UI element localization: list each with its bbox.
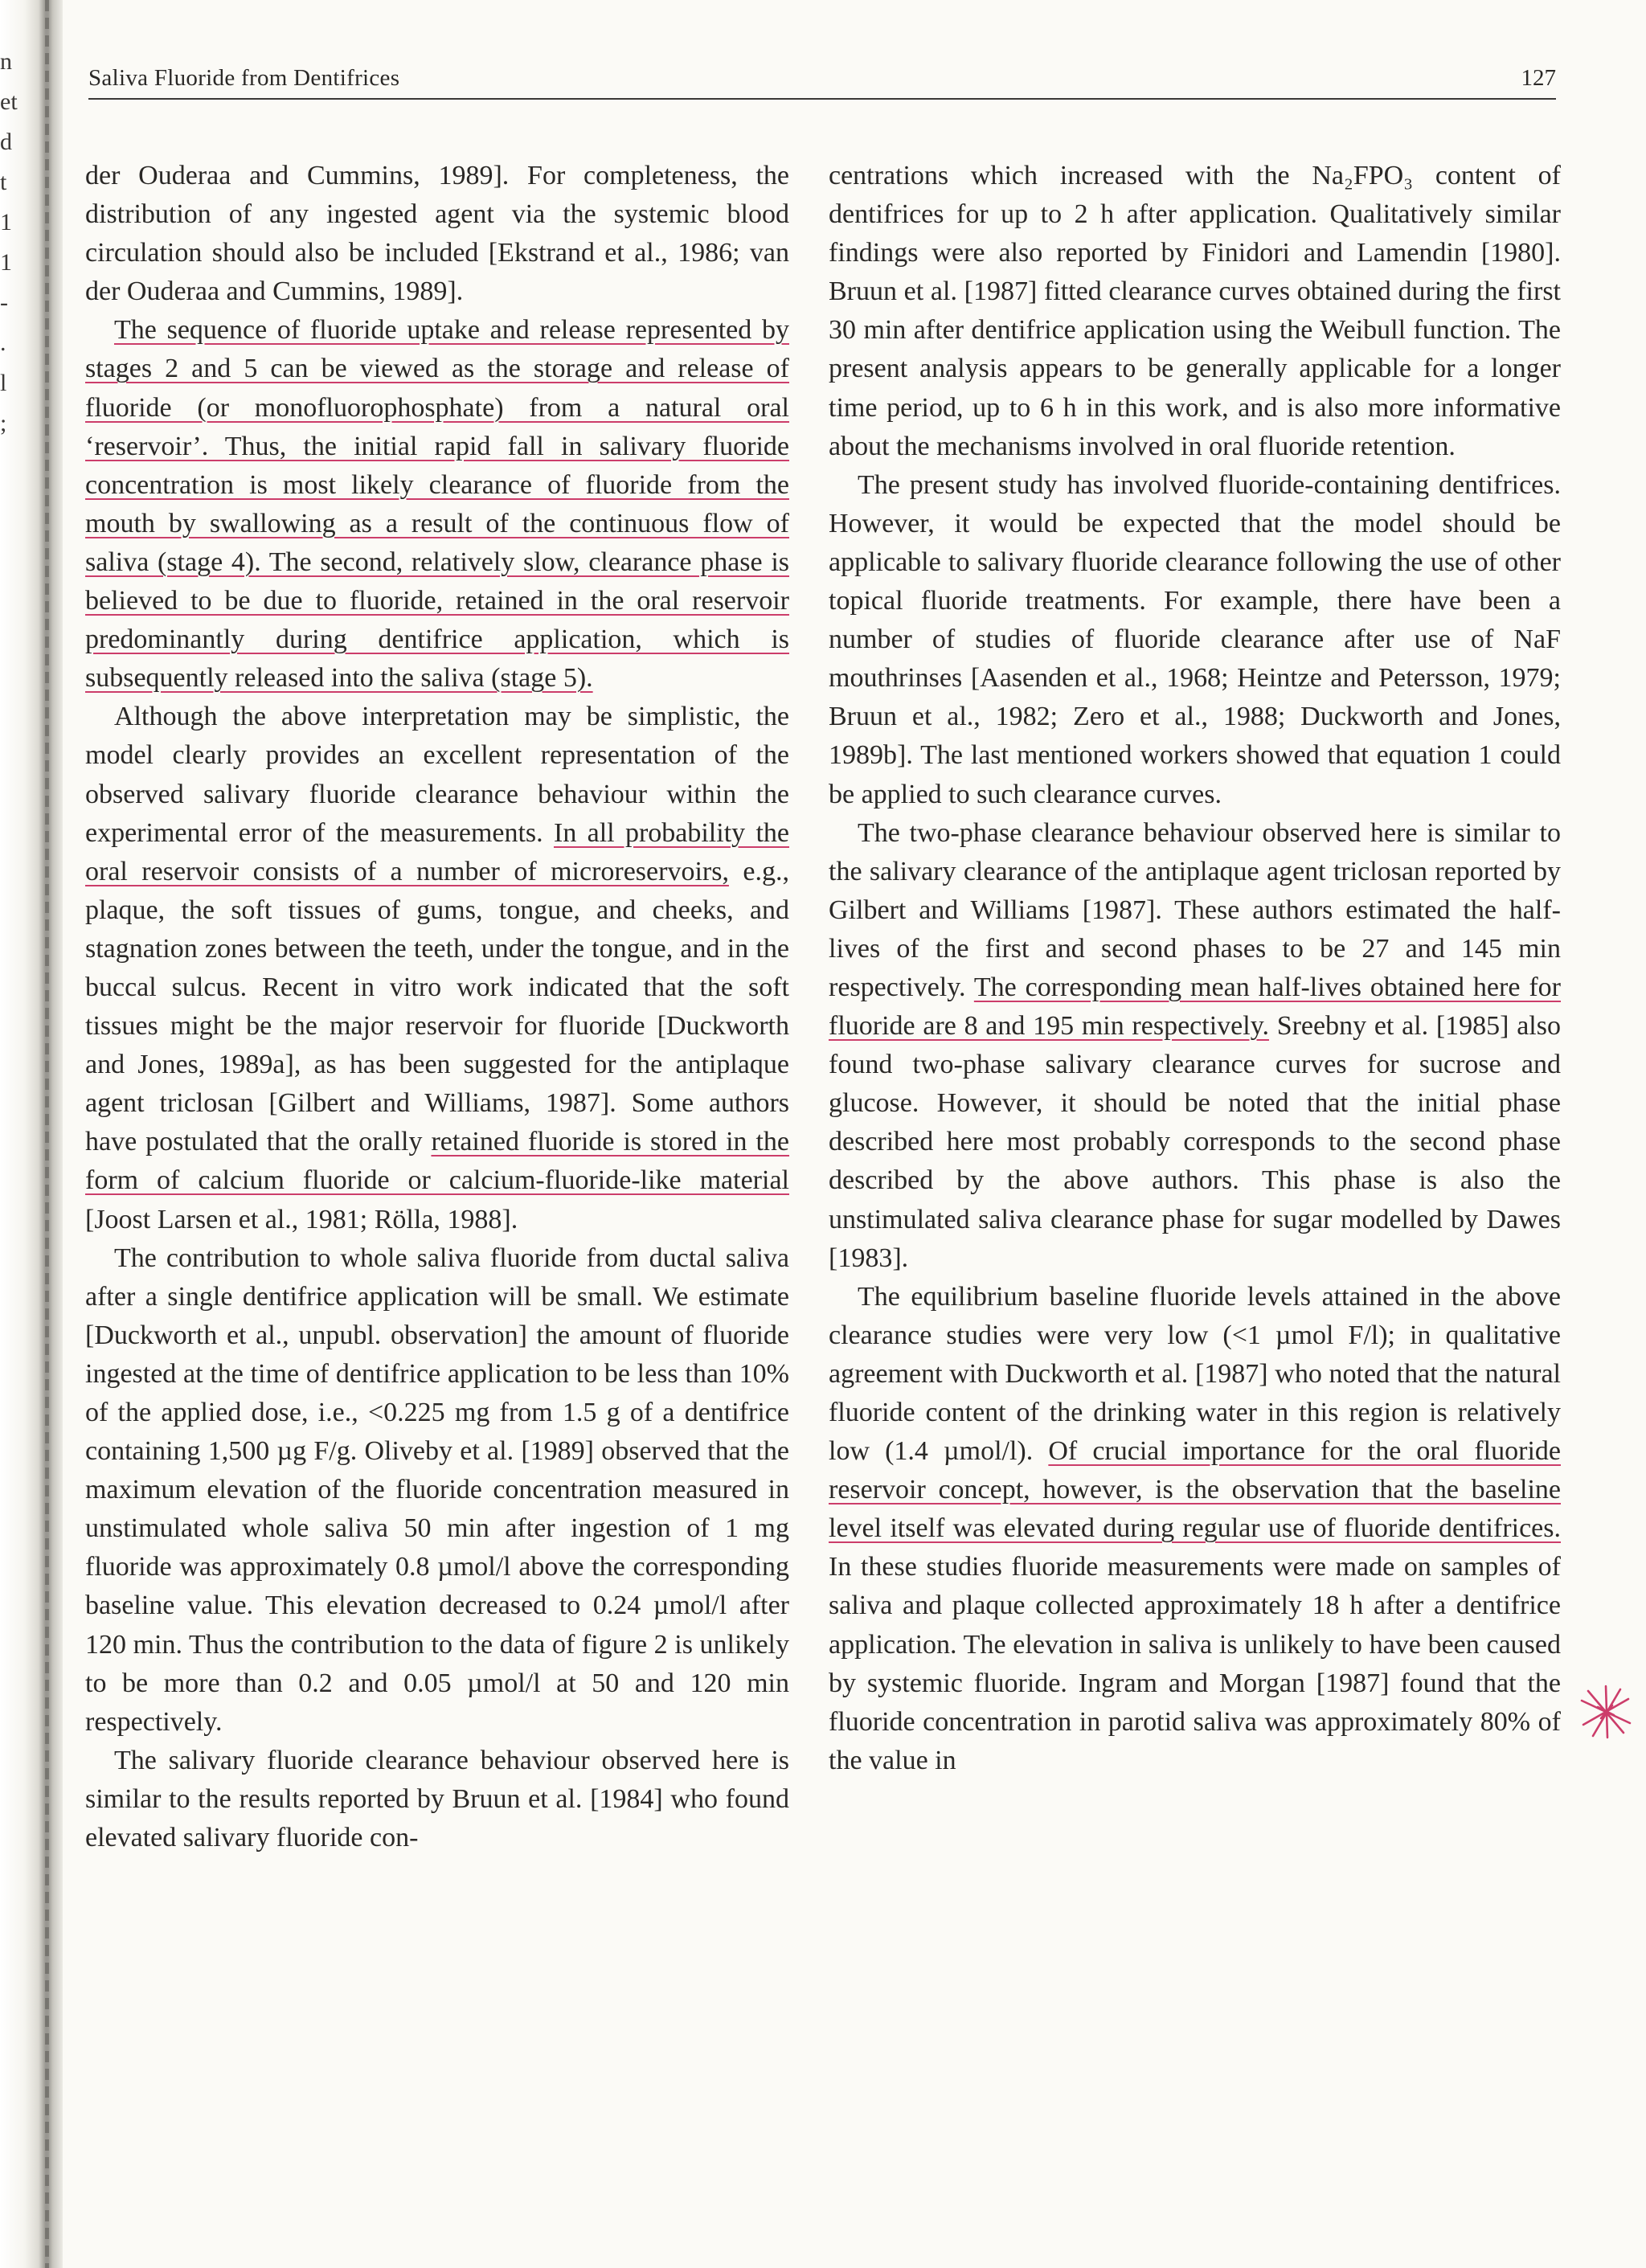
text-segment: [Joost Larsen et al., 1981; Rölla, 1988]. bbox=[85, 1204, 518, 1234]
page-number: 127 bbox=[1521, 65, 1556, 91]
left-column bbox=[85, 157, 789, 1857]
text-segment: In these studies fluoride measurements were made on samples of saliva and plaque collected approximately 18 h after a dentifrice application. The elevation in saliva is unlikely to have been caused by systemic fluoride. Ingram and Morgan [1987] found that the fluoride concentration in parotid saliva was approximately 80% of the value in bbox=[829, 1552, 1561, 1775]
paragraph bbox=[829, 157, 1561, 466]
underlined-text: The sequence of fluoride uptake and release represented by stages 2 and 5 can be viewed as the storage and release of fluoride (or monofluorophosphate) from a natural oral ‘reservoir’. Thus, the initial rapid fall in salivary fluoride concentration is most likely clearance of fluoride from the mouth by swallowing as a result of the continuous flow of saliva (stage 4). The second, relatively slow, clearance phase is believed to be due to fluoride, retained in the oral reservoir predominantly during dentifrice application, which is subsequently released into the saliva (stage 5). bbox=[85, 315, 789, 694]
paragraph bbox=[85, 157, 789, 311]
margin-letter: 1 bbox=[0, 209, 12, 235]
previous-page-letters bbox=[0, 48, 18, 450]
underlined-text: retained fluoride is stored in the form of calcium fluoride or calcium-fluoride-like material bbox=[85, 1127, 790, 1196]
text-segment: The present study has involved fluoride-containing dentifrices. However, it would be expected that the model should be applicable to salivary fluoride clearance following the use of other topical fluoride treatments. For example, there have been a number of studies of fluoride clearance after use of NaF mouthrinses [Aasenden et al., 1968; Heintze and Petersson, 1979; Bruun et al., 1982; Zero et al., 1988; Duckworth and Jones, 1989b]. The last mentioned workers showed that equation 1 could be applied to such clearance curves. bbox=[829, 469, 1561, 809]
text-segment: The salivary fluoride clearance behaviour observed here is similar to the results reported by Bruun et al. [1984] who found elevated salivary fluoride con- bbox=[85, 1745, 789, 1853]
right-column bbox=[829, 157, 1561, 1780]
text-segment: The two-phase clearance behaviour observed here is similar to the salivary clearance of the antiplaque agent triclosan reported by Gilbert and Williams [1987]. These authors estimated the half-lives of the first and second phases to be 27 and 145 min respectively. bbox=[829, 817, 1561, 1002]
margin-letter: ; bbox=[0, 410, 7, 436]
running-title: Saliva Fluoride from Dentifrices bbox=[88, 65, 400, 91]
text-segment: The contribution to whole saliva fluoride from ductal saliva after a single dentifrice application will be small. We estimate [Duckworth et al., unpubl. observation] the amount of fluoride ingested at the time of dentifrice application to be less than 10% of the applied dose, i.e., <0.225 mg from 1.5 g of a dentifrice containing 1,500 µg F/g. Oliveby et al. [1989] observed that the maximum elevation of the fluoride concentration measured in unstimulated whole saliva 50 min after ingestion of 1 mg fluoride was approximately 0.8 µmol/l above the corresponding baseline value. This elevation decreased to 0.24 µmol/l after 120 min. Thus the contribution to the data of figure 2 is unlikely to be more than 0.2 and 0.05 µmol/l at 50 and 120 min respectively. bbox=[85, 1242, 789, 1737]
underlined-text: Of crucial importance for the oral fluoride reservoir concept, however, is the observation that the baseline level itself was elevated during regular use of fluoride dentifrices. bbox=[829, 1436, 1561, 1544]
text-segment: centrations which increased with the Na₂FPO₃ content of dentifrices for up to 2 h after application. Qualitatively similar findings were also reported by Finidori and Lamendin [1980]. Bruun et al. [1987] fitted clearance curves obtained during the first 30 min after dentifrice application using the Weibull function. The present analysis appears to be generally applicable for a longer time period, up to 6 h in this work, and is also more informative about the mechanisms involved in oral fluoride retention. bbox=[829, 161, 1561, 461]
page-header bbox=[88, 58, 1556, 100]
binding-edge bbox=[45, 0, 49, 2268]
margin-letter: - bbox=[0, 289, 8, 316]
asterisk-star-icon bbox=[1577, 1683, 1635, 1741]
text-segment: Although the above interpretation may be simplistic, the model clearly provides an excellent representation of the observed salivary fluoride clearance behaviour within the experimental error of the measurements. bbox=[85, 702, 789, 848]
underlined-text: The corresponding mean half-lives obtained here for fluoride are 8 and 195 min respectively. bbox=[829, 972, 1561, 1042]
margin-letter: l bbox=[0, 370, 7, 396]
margin-letter: t bbox=[0, 169, 7, 195]
text-segment: The equilibrium baseline fluoride levels attained in the above clearance studies were very low (<1 µmol F/l); in qualitative agreement with Duckworth et al. [1987] who noted that the natural fluoride content of the drinking water in this region is relatively low (1.4 µmol/l). bbox=[829, 1281, 1561, 1467]
margin-letter: d bbox=[0, 129, 12, 155]
paragraph bbox=[829, 466, 1561, 814]
margin-letter: 1 bbox=[0, 249, 12, 276]
paragraph bbox=[829, 814, 1561, 1278]
text-segment: Sreebny et al. [1985] also found two-phase salivary clearance curves for sucrose and glucose. However, it should be noted that the initial phase described here most probably corresponds to the second phase described by the above authors. This phase is also the unstimulated saliva clearance phase for sugar modelled by Dawes [1983]. bbox=[829, 1011, 1561, 1273]
paragraph bbox=[85, 1742, 789, 1857]
paragraph bbox=[829, 1278, 1561, 1780]
margin-letter: et bbox=[0, 88, 18, 115]
underlined-text: In all probability the oral reservoir consists of a number of microreservoirs, bbox=[85, 817, 790, 886]
text-segment: der Ouderaa and Cummins, 1989]. For completeness, the distribution of any ingested agent via the systemic blood circulation should also be included [Ekstrand et al., 1986; van der Ouderaa and Cummins, 1989]. bbox=[85, 161, 789, 307]
paragraph bbox=[85, 311, 789, 698]
paragraph bbox=[85, 698, 789, 1238]
text-segment: e.g., plaque, the soft tissues of gums, tongue, and cheeks, and stagnation zones between the teeth, under the tongue, and in the buccal sulcus. Recent in vitro work indicated that the soft tissues might be the major reservoir for fluoride [Duckworth and Jones, 1989a], as has been suggested for the antiplaque agent triclosan [Gilbert and Williams, 1987]. Some authors have postulated that the orally bbox=[85, 856, 789, 1157]
margin-letter: n bbox=[0, 48, 12, 75]
paragraph bbox=[85, 1239, 789, 1742]
margin-letter: . bbox=[0, 330, 6, 356]
